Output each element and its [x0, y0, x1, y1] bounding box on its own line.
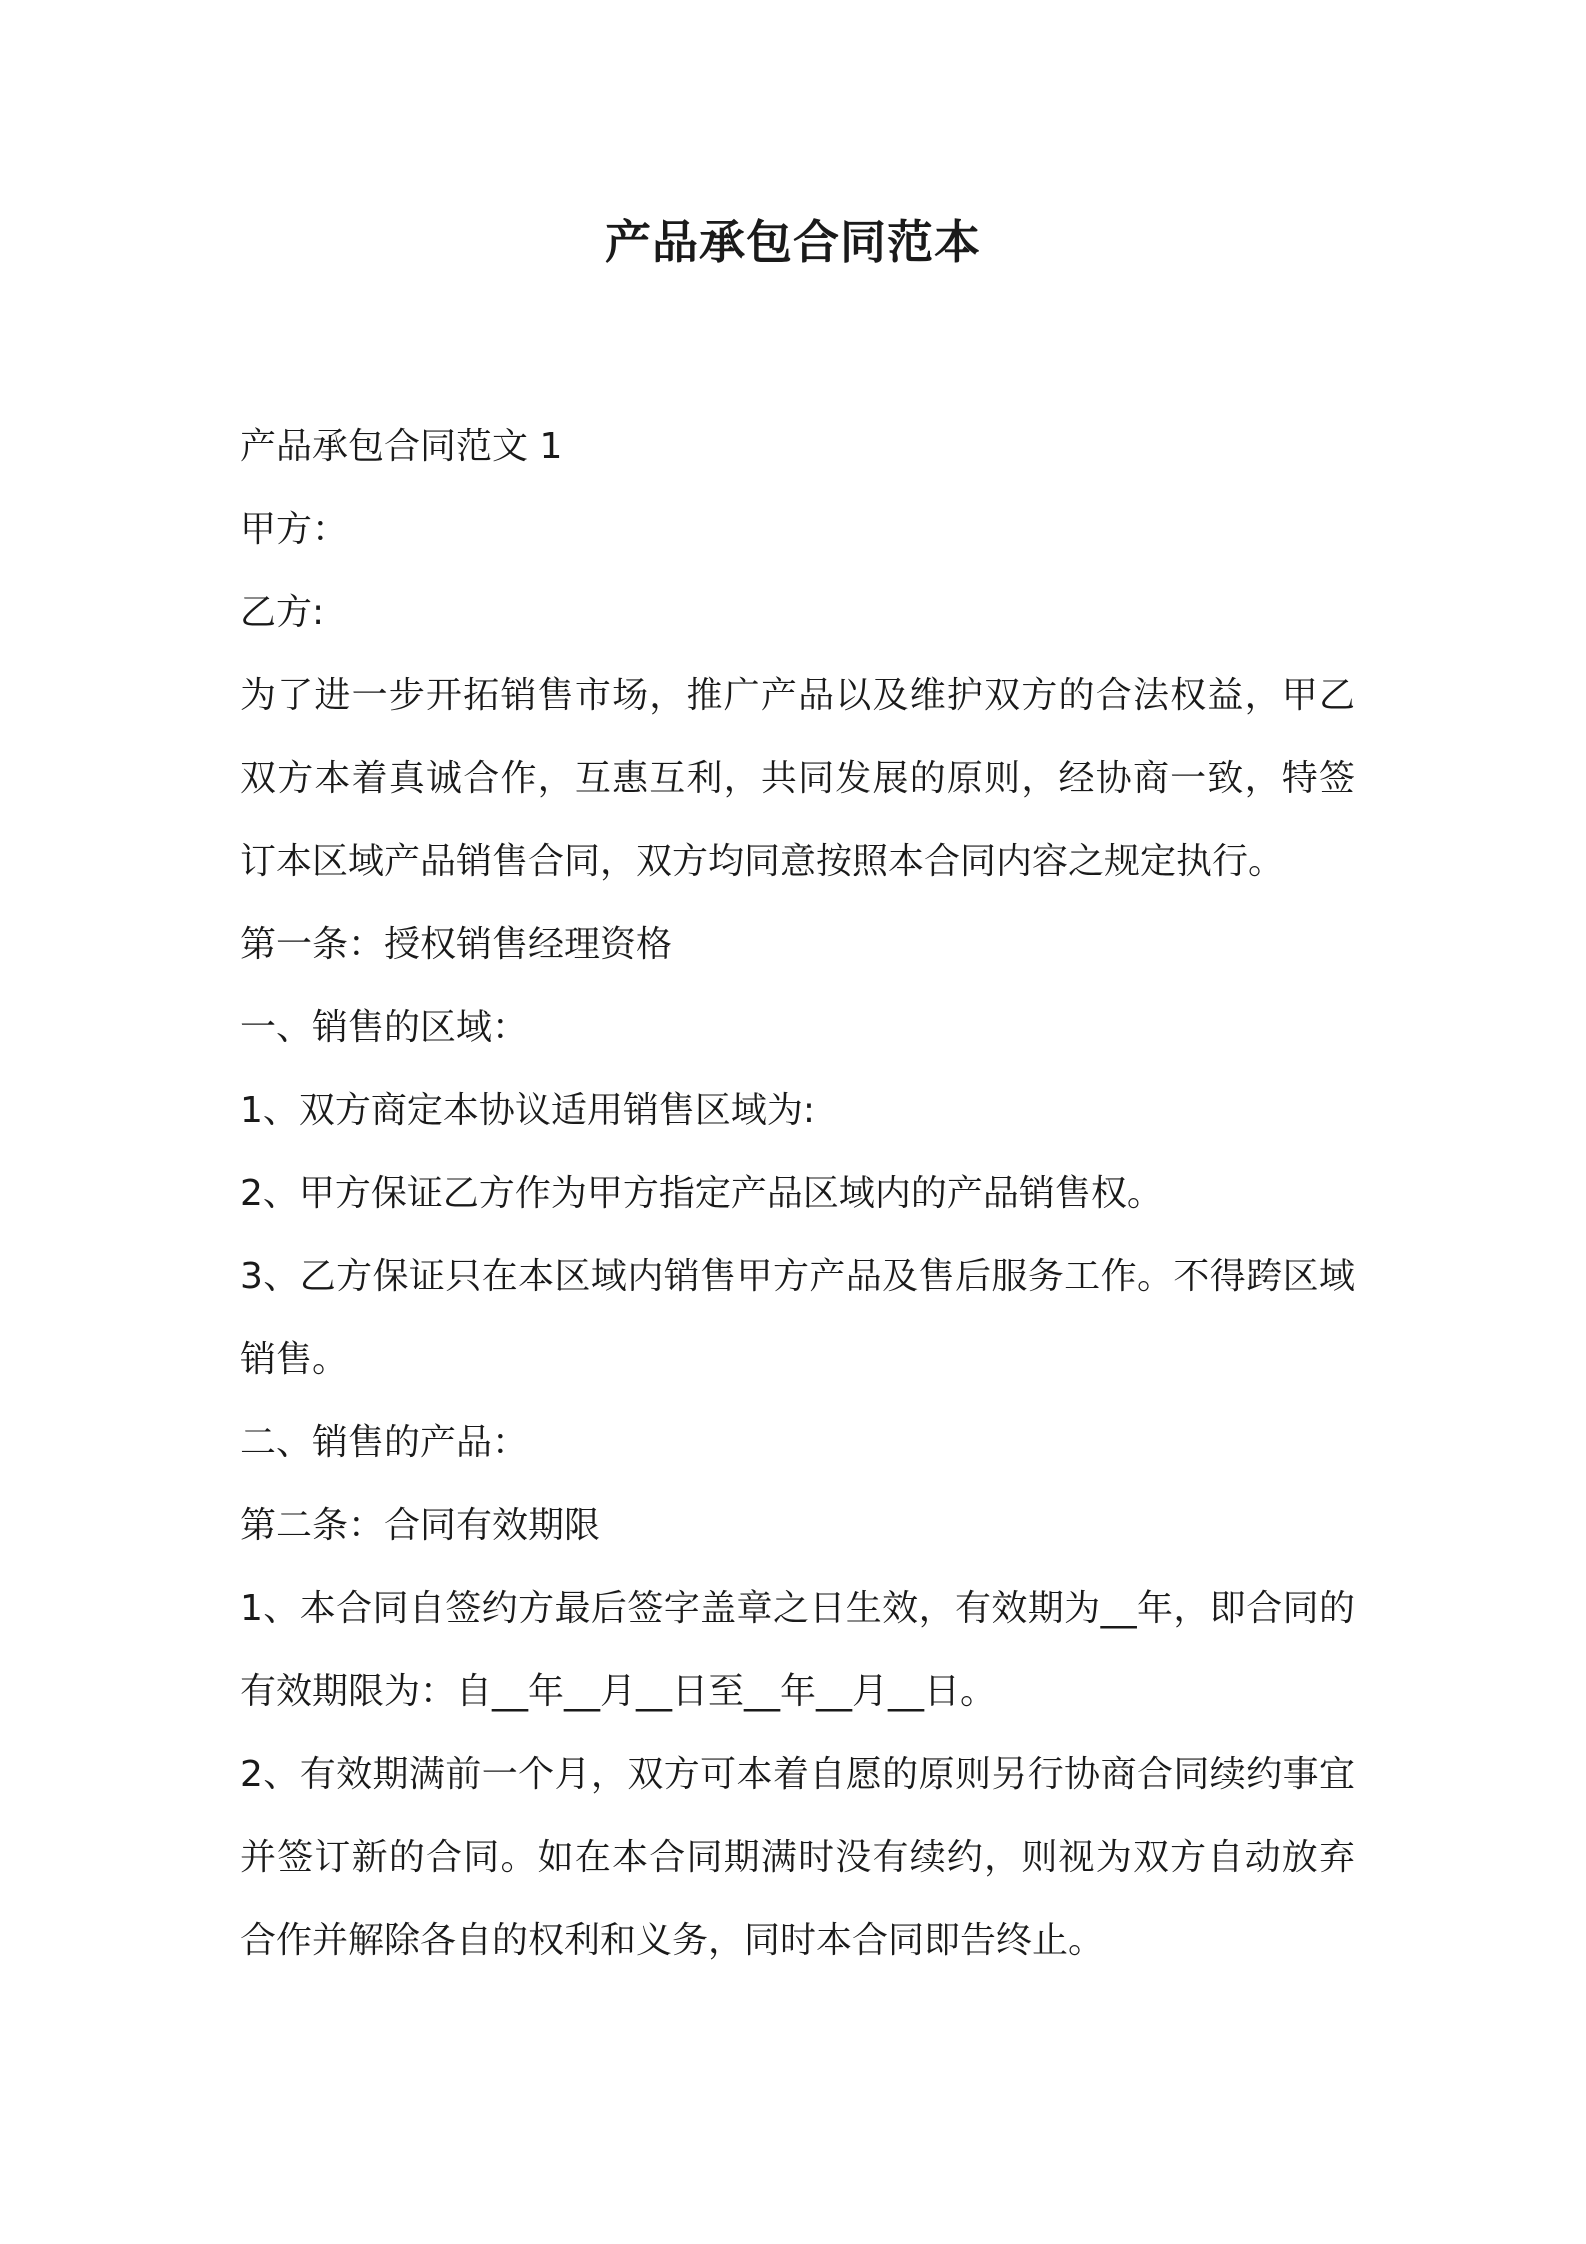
- party-a-line: 甲方：: [240, 509, 349, 550]
- article-2-heading: 第二条：合同有效期限: [240, 1505, 601, 1546]
- document-body: [240, 405, 1355, 1982]
- clause-1-1: 1、双方商定本协议适用销售区域为:: [240, 1090, 816, 1131]
- section-heading: 产品承包合同范文 1: [240, 426, 563, 467]
- clause-2-2: 2、有效期满前一个月，双方可本着自愿的原则另行协商合同续约事宜并签订新的合同。如在本合同期满时没有续约，则视为双方自动放弃合作并解除各自的权利和义务，同时本合同即告终止。: [240, 1754, 1355, 1961]
- clause-1-2: 2、甲方保证乙方作为甲方指定产品区域内的产品销售权。: [240, 1173, 1163, 1214]
- document-title: 产品承包合同范本: [605, 215, 981, 269]
- party-b-line: 乙方:: [240, 592, 325, 633]
- subsection-products-heading: 二、销售的产品：: [240, 1422, 529, 1463]
- article-1-heading: 第一条：授权销售经理资格: [240, 924, 673, 965]
- preamble-paragraph: 为了进一步开拓销售市场，推广产品以及维护双方的合法权益，甲乙双方本着真诚合作，互惠互利，共同发展的原则，经协商一致，特签订本区域产品销售合同，双方均同意按照本合同内容之规定执行。: [240, 675, 1355, 882]
- subsection-region-heading: 一、销售的区域：: [240, 1007, 529, 1048]
- clause-2-1: 1、本合同自签约方最后签字盖章之日生效，有效期为__年，即合同的有效期限为：自__年__月__日至__年__月__日。: [240, 1588, 1355, 1712]
- clause-1-3: 3、乙方保证只在本区域内销售甲方产品及售后服务工作。不得跨区域销售。: [240, 1256, 1355, 1380]
